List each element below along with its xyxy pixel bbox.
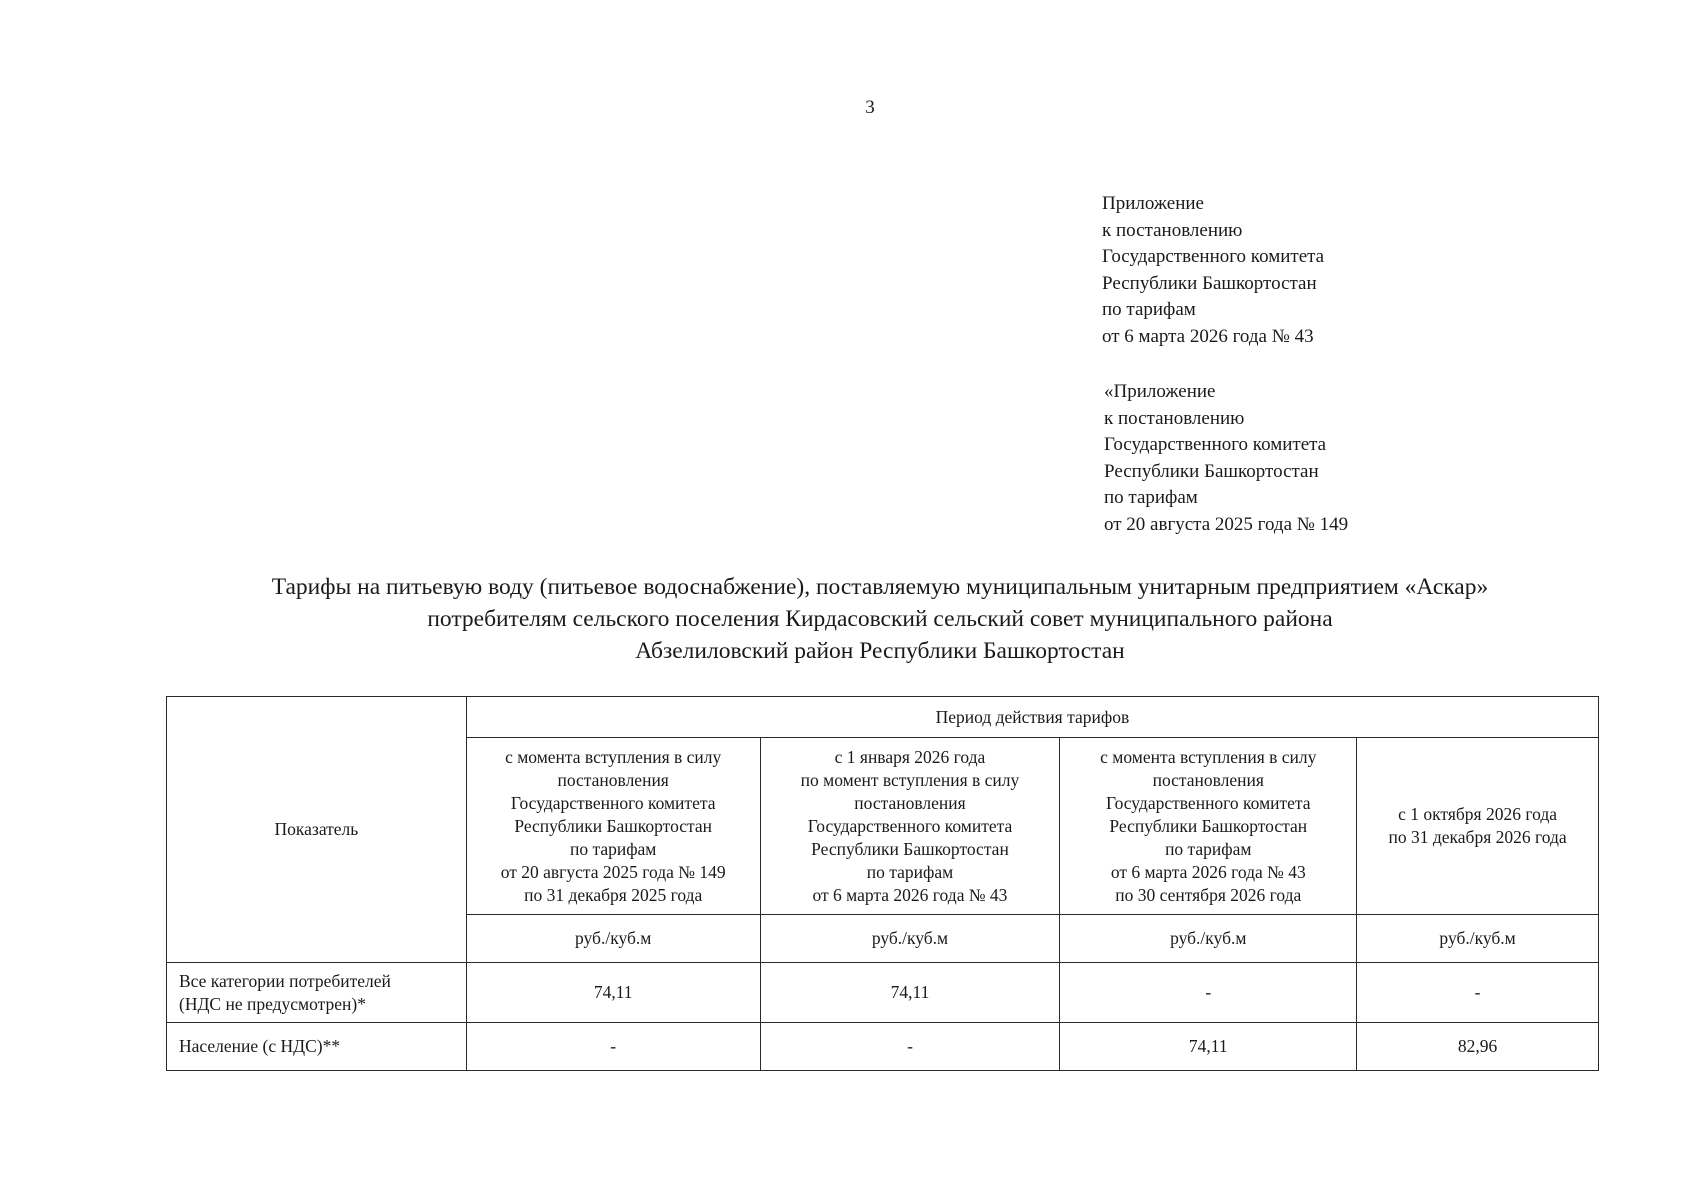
indicator-header: Показатель: [167, 697, 467, 963]
tariff-value: 74,11: [760, 963, 1060, 1023]
tariff-value: -: [1357, 963, 1599, 1023]
appendix-line: от 20 августа 2025 года № 149: [1104, 513, 1349, 535]
appendix-line: к постановлению: [1104, 407, 1245, 429]
title-line: Абзелиловский район Республики Башкортостан: [635, 638, 1125, 664]
appendix-line: по тарифам: [1102, 299, 1196, 320]
tariff-value: 82,96: [1357, 1023, 1599, 1071]
appendix-line: по тарифам: [1104, 487, 1198, 508]
appendix-line: Государственного комитета: [1104, 434, 1327, 455]
unit-cell: руб./куб.м: [760, 915, 1060, 963]
header-line: Государственного комитета: [510, 792, 716, 813]
row-label-line: Население (с НДС)**: [179, 1036, 341, 1056]
appendix-note-current: [1102, 191, 1324, 350]
table-row: [167, 963, 1599, 1023]
header-line: с момента вступления в силу: [505, 746, 722, 767]
tariff-value: -: [466, 1023, 760, 1071]
header-line: постановления: [854, 792, 966, 813]
header-line: по тарифам: [569, 838, 657, 859]
tariff-value: 74,11: [1060, 1023, 1357, 1071]
unit-cell: руб./куб.м: [466, 915, 760, 963]
appendix-line: Республики Башкортостан: [1104, 460, 1319, 482]
appendix-line: к постановлению: [1102, 219, 1243, 241]
period-column-header: [466, 738, 760, 915]
header-line: от 6 марта 2026 года № 43: [812, 884, 1008, 905]
unit-cell: руб./куб.м: [1060, 915, 1357, 963]
document-title: [170, 571, 1590, 667]
header-line: Республики Башкортостан: [811, 838, 1009, 859]
appendix-line: Приложение: [1102, 193, 1204, 214]
row-label: [167, 1023, 467, 1071]
row-label-line: (НДС не предусмотрен)*: [179, 993, 366, 1014]
header-line: Республики Башкортостан: [1109, 815, 1308, 836]
period-header: Период действия тарифов: [466, 697, 1598, 738]
header-line: Государственного комитета: [807, 815, 1013, 836]
appendix-line: Государственного комитета: [1102, 246, 1325, 267]
row-label: [167, 963, 467, 1023]
header-line: с 1 октября 2026 года: [1398, 804, 1558, 824]
title-line: потребителям сельского поселения Кирдасовский сельский совет муниципального района: [427, 606, 1333, 632]
header-line: от 6 марта 2026 года № 43: [1110, 861, 1306, 882]
page-number: 3: [865, 97, 875, 118]
tariff-value: -: [760, 1023, 1060, 1071]
period-column-header: [760, 738, 1060, 915]
appendix-note-previous: [1104, 379, 1348, 538]
unit-cell: руб./куб.м: [1357, 915, 1599, 963]
header-line: по 31 декабря 2026 года: [1388, 827, 1567, 847]
header-line: по тарифам: [1165, 838, 1252, 859]
header-line: по 30 сентября 2026 года: [1115, 884, 1302, 905]
appendix-line: «Приложение: [1104, 381, 1216, 402]
header-line: постановления: [557, 769, 669, 790]
table-row: [167, 1023, 1599, 1071]
tariff-value: 74,11: [466, 963, 760, 1023]
row-label-line: Все категории потребителей: [179, 970, 391, 991]
title-line: Тарифы на питьевую воду (питьевое водоснабжение), поставляемую муниципальным унитарным предприятием «Аскар»: [271, 574, 1489, 600]
period-column-header: [1060, 738, 1357, 915]
header-line: с момента вступления в силу: [1100, 746, 1317, 767]
header-line: Государственного комитета: [1105, 792, 1311, 813]
appendix-line: от 6 марта 2026 года № 43: [1102, 325, 1314, 347]
header-line: Республики Башкортостан: [514, 815, 713, 836]
header-line: постановления: [1152, 769, 1264, 790]
period-column-header: [1357, 738, 1599, 915]
header-line: по 31 декабря 2025 года: [524, 884, 703, 905]
header-line: от 20 августа 2025 года № 149: [500, 861, 726, 882]
header-line: с 1 января 2026 года: [834, 746, 986, 767]
appendix-line: Республики Башкортостан: [1102, 272, 1317, 294]
header-line: по тарифам: [866, 861, 954, 882]
header-line: по момент вступления в силу: [800, 769, 1020, 790]
tariff-table: [166, 696, 1599, 1071]
tariff-value: -: [1060, 963, 1357, 1023]
